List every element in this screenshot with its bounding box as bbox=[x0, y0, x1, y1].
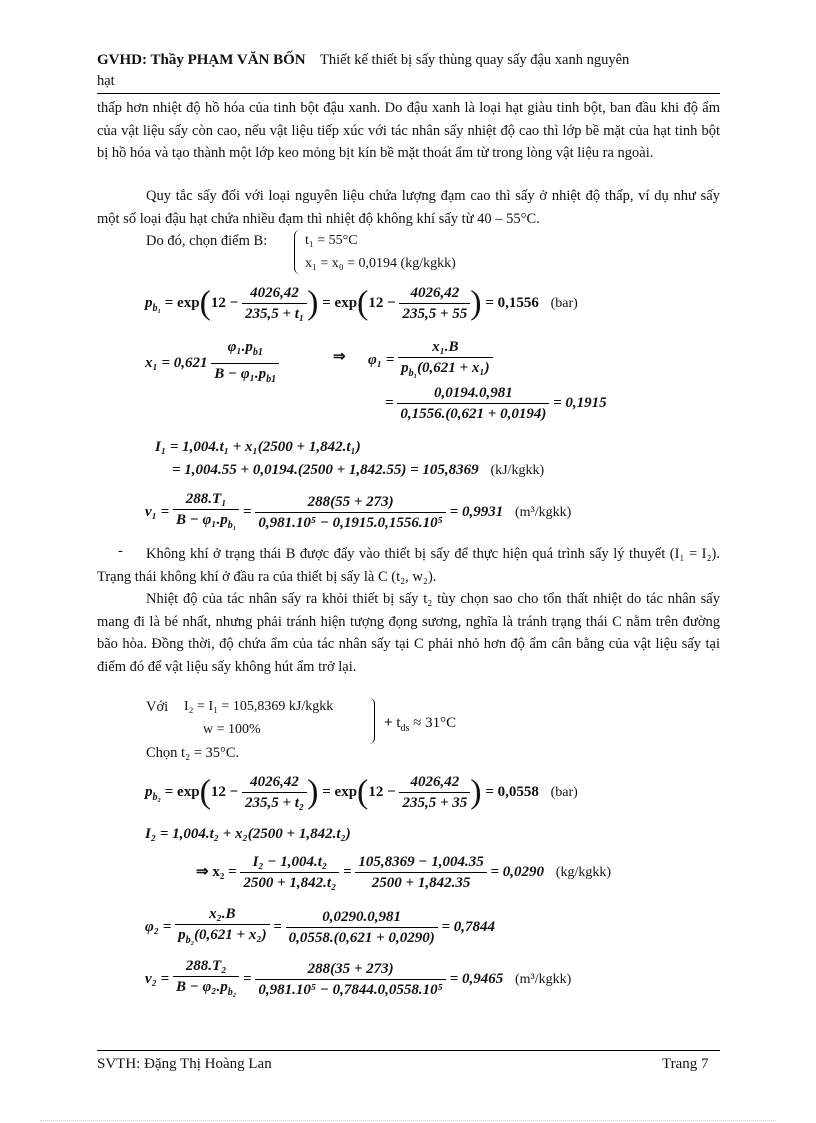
choice-b-t1: t₁ = 55°C bbox=[305, 233, 358, 248]
cond-w: w = 100% bbox=[203, 722, 261, 737]
header-left: GVHD: Thầy PHẠM VĂN BỐN bbox=[97, 52, 306, 68]
bullet-dash: - bbox=[118, 543, 123, 559]
paragraph-1: thấp hơn nhiệt độ hồ hóa của tinh bột đậu xanh. Do đậu xanh là loại hạt giàu tinh bột, ban đầu khi độ ẩm của vật liệu sấy còn cao, nếu vật liệu tiếp xúc với tác nhân sấy nhiệt độ cao thì lớp bề mặt của hạt tinh bột bị hồ hóa và tạo thành một lớp keo mỏng bịt kín bề mặt thoát ẩm từ trong lòng vật liệu ra ngoài. bbox=[97, 100, 720, 161]
equation-x2: ⇒ x₂ = $\frac{\text{I₂ − 1,004.t₂}}{\text{2500 + 1,842.t₂}}$ = $\frac{105,8369 - 1,004.35}{2500 + 1,842.35}$ = 0,0290 (kg/kgkk) bbox=[196, 854, 612, 891]
cond-i2: I₂ = I₁ = 105,8369 kJ/kgkk bbox=[184, 699, 334, 714]
equation-pb2: $p_{b_2} = \exp(12$ − $\frac{4026,42}{\text{235,5 + t₂}}$ ) = exp(12 − $\frac{4026,42}{235,5 + 35}$ ) = 0,0558 (bar) bbox=[145, 773, 578, 811]
paragraph-4: Nhiệt độ của tác nhân sấy ra khỏi thiết bị sấy t₂ tùy chọn sao cho tổn thất nhiệt do tác nhân sấy mang đi là bé nhất, nhưng phải tránh hiện tượng đọng sương, nghĩa là tránh trạng thái C nằm trên đường bão hòa. Đồng thời, độ chứa ẩm của tác nhân sấy tại C phải nhỏ hơn độ ẩm cân bằng của vật liệu sấy tại điểm đó để vật liệu sấy không hút ẩm trở lại. bbox=[97, 591, 720, 675]
implies-arrow: ⇒ bbox=[333, 349, 346, 365]
footer-rule bbox=[97, 1050, 720, 1051]
page-edge-dots bbox=[40, 1120, 776, 1121]
footer-left: SVTH: Đặng Thị Hoàng Lan bbox=[97, 1056, 272, 1072]
equation-i2-line1: I₂ = 1,004.t₂ + x₂(2500 + 1,842.t₂) bbox=[145, 826, 351, 842]
header-line2: hạt bbox=[97, 73, 115, 89]
header-right: Thiết kế thiết bị sấy thùng quay sấy đậu xanh nguyên bbox=[320, 52, 630, 68]
equation-phi2: φ₂ = $\frac{\text{x₂.B}}{p_{b_2}(0,621 + x_2)}$ = $\frac{0,0290.0,981}{0,0558.(0,621 + 0,0290)}$ = 0,7844 bbox=[145, 904, 495, 951]
equation-i1-line1: I₁ = 1,004.t₁ + x₁(2500 + 1,842.t₁) bbox=[155, 439, 361, 455]
choice-b-x1: x₁ = x₀ = 0,0194 (kg/kgkk) bbox=[305, 256, 456, 271]
footer-right: Trang 7 bbox=[662, 1056, 709, 1072]
equation-x1: x₁ = 0,621 $\frac{\varphi_1.p_{b1}}{B - \varphi_1.p_{b1}}$ bbox=[145, 337, 279, 390]
header-rule bbox=[97, 93, 720, 94]
equation-v2: v₂ = $\frac{\text{288.T₂}}{B - \varphi_2.p_{b_2}}$ = $\frac{288(35 + 273)}{\text{0,981.10⁵ − 0,7844.0,0558.10⁵}}$ = 0,9465 (m³/kgkk) bbox=[145, 956, 571, 1003]
equation-v1: v₁ = $\frac{\text{288.T₁}}{B - \varphi_1.p_{b_1}}$ = $\frac{288(55 + 273)}{\text{0,981.10⁵ − 0,1915.0,1556.10⁵}}$ = 0,9931 (m³/kgkk) bbox=[145, 489, 571, 536]
cond-brace bbox=[366, 698, 375, 744]
cond-result: + $t_{ds} \approx 31^\circ C$ bbox=[384, 715, 457, 734]
choice-b-label: Do đó, chọn điểm B: bbox=[146, 233, 268, 249]
equation-phi1: φ₁ = $\frac{\text{x₁.B}}{p_{b_1}(0,621 + x_1)}$ bbox=[368, 337, 493, 384]
cond-with: Với bbox=[146, 699, 169, 715]
paragraph-3: Không khí ở trạng thái B được đẩy vào thiết bị sấy để thực hiện quá trình sấy lý thuyết (I₁ = I₂). Trạng thái không khí ở đầu ra của thiết bị sấy là C (t₂, w₂). bbox=[97, 546, 720, 585]
equation-i1-line2: = 1,004.55 + 0,0194.(2500 + 1,842.55) = 105,8369 (kJ/kgkk) bbox=[172, 462, 545, 478]
equation-phi1-value: = $\frac{0,0194.0,981}{0,1556.(0,621 + 0,0194)}$ = 0,1915 bbox=[385, 385, 607, 422]
paragraph-2: Quy tắc sấy đối với loại nguyên liệu chứa lượng đạm cao thì sấy ở nhiệt độ thấp, ví dụ như sấy một số loại đậu hạt chứa nhiều đạm thì nhiệt độ không khí sấy từ 40 – 55°C. bbox=[97, 188, 720, 227]
equation-pb1: $p_{b_1} = \exp(12$ − $\frac{4026,42}{\text{235,5 + t₁}}$ ) = exp(12 − $\frac{4026,42}{235,5 + 55}$ ) = 0,1556 (bar) bbox=[145, 284, 578, 322]
choose-t2: Chọn t₂ = 35°C. bbox=[146, 745, 240, 761]
choice-b-brace bbox=[294, 230, 303, 274]
